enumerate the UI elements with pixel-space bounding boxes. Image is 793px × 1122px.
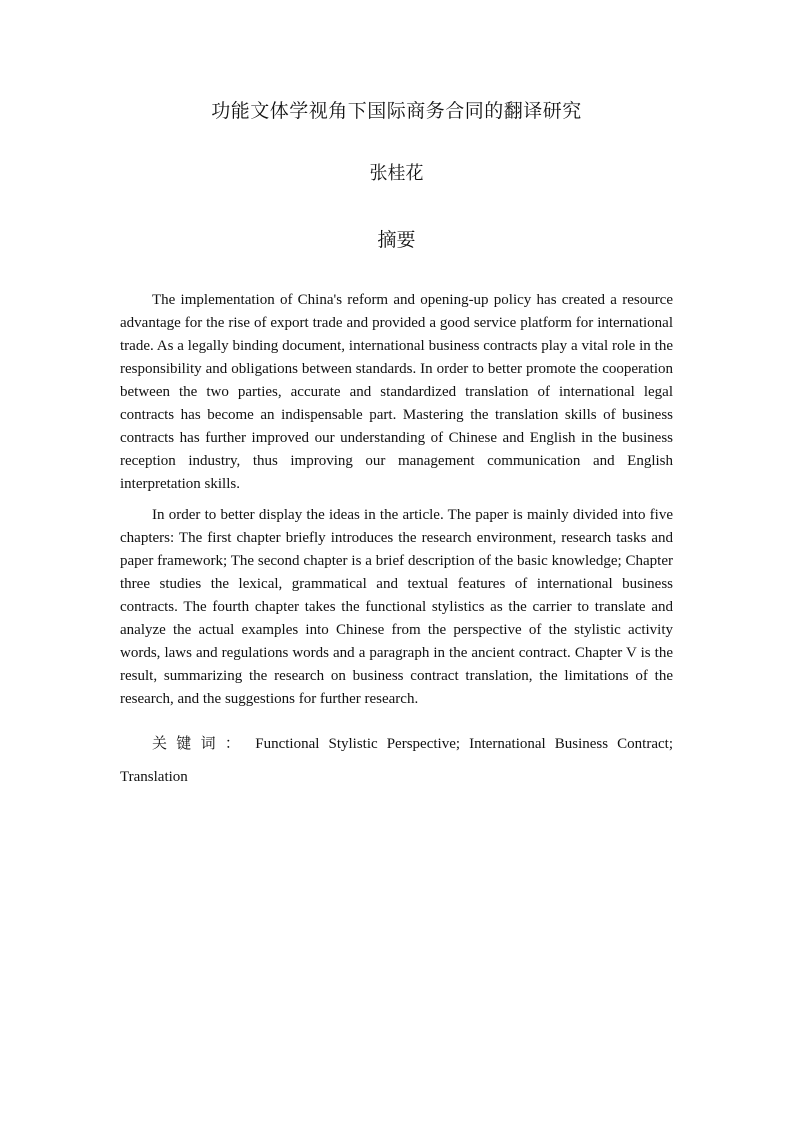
keywords-line [120,727,673,794]
abstract-paragraph-1: The implementation of China's reform and opening-up policy has created a resource advantage for the rise of export trade and provided a good service platform for international trade. As a legally binding document, international business contracts play a vital role in the responsibility and obligations between standards. In order to better promote the cooperation between the two parties, accurate and standardized translation of international legal contracts has become an indispensable part. Mastering the translation skills of business contracts has further improved our understanding of Chinese and English in the business reception industry, thus improving our management communication and English interpretation skills. [120,292,673,492]
keywords-label: 关键词： [152,734,250,752]
abstract-body [120,289,673,794]
author-name: 张桂花 [369,163,424,184]
abstract-heading: 摘要 [377,229,416,251]
keywords-text: Functional Stylistic Perspective; International Business Contract; Translation [120,736,673,785]
abstract-paragraph-2: In order to better display the ideas in the article. The paper is mainly divided into five chapters: The first chapter briefly introduces the research environment, research tasks and paper framework; The second chapter is a brief description of the basic knowledge; Chapter three studies the lexical, grammatical and textual features of international business contracts. The fourth chapter takes the functional stylistics as the carrier to translate and analyze the actual examples into Chinese from the perspective of the stylistic activity words, laws and regulations words and a paragraph in the ancient contract. Chapter V is the result, summarizing the research on business contract translation, the limitations of the research, and the suggestions for further research. [120,507,673,707]
paper-title: 功能文体学视角下国际商务合同的翻译研究 [211,100,582,122]
